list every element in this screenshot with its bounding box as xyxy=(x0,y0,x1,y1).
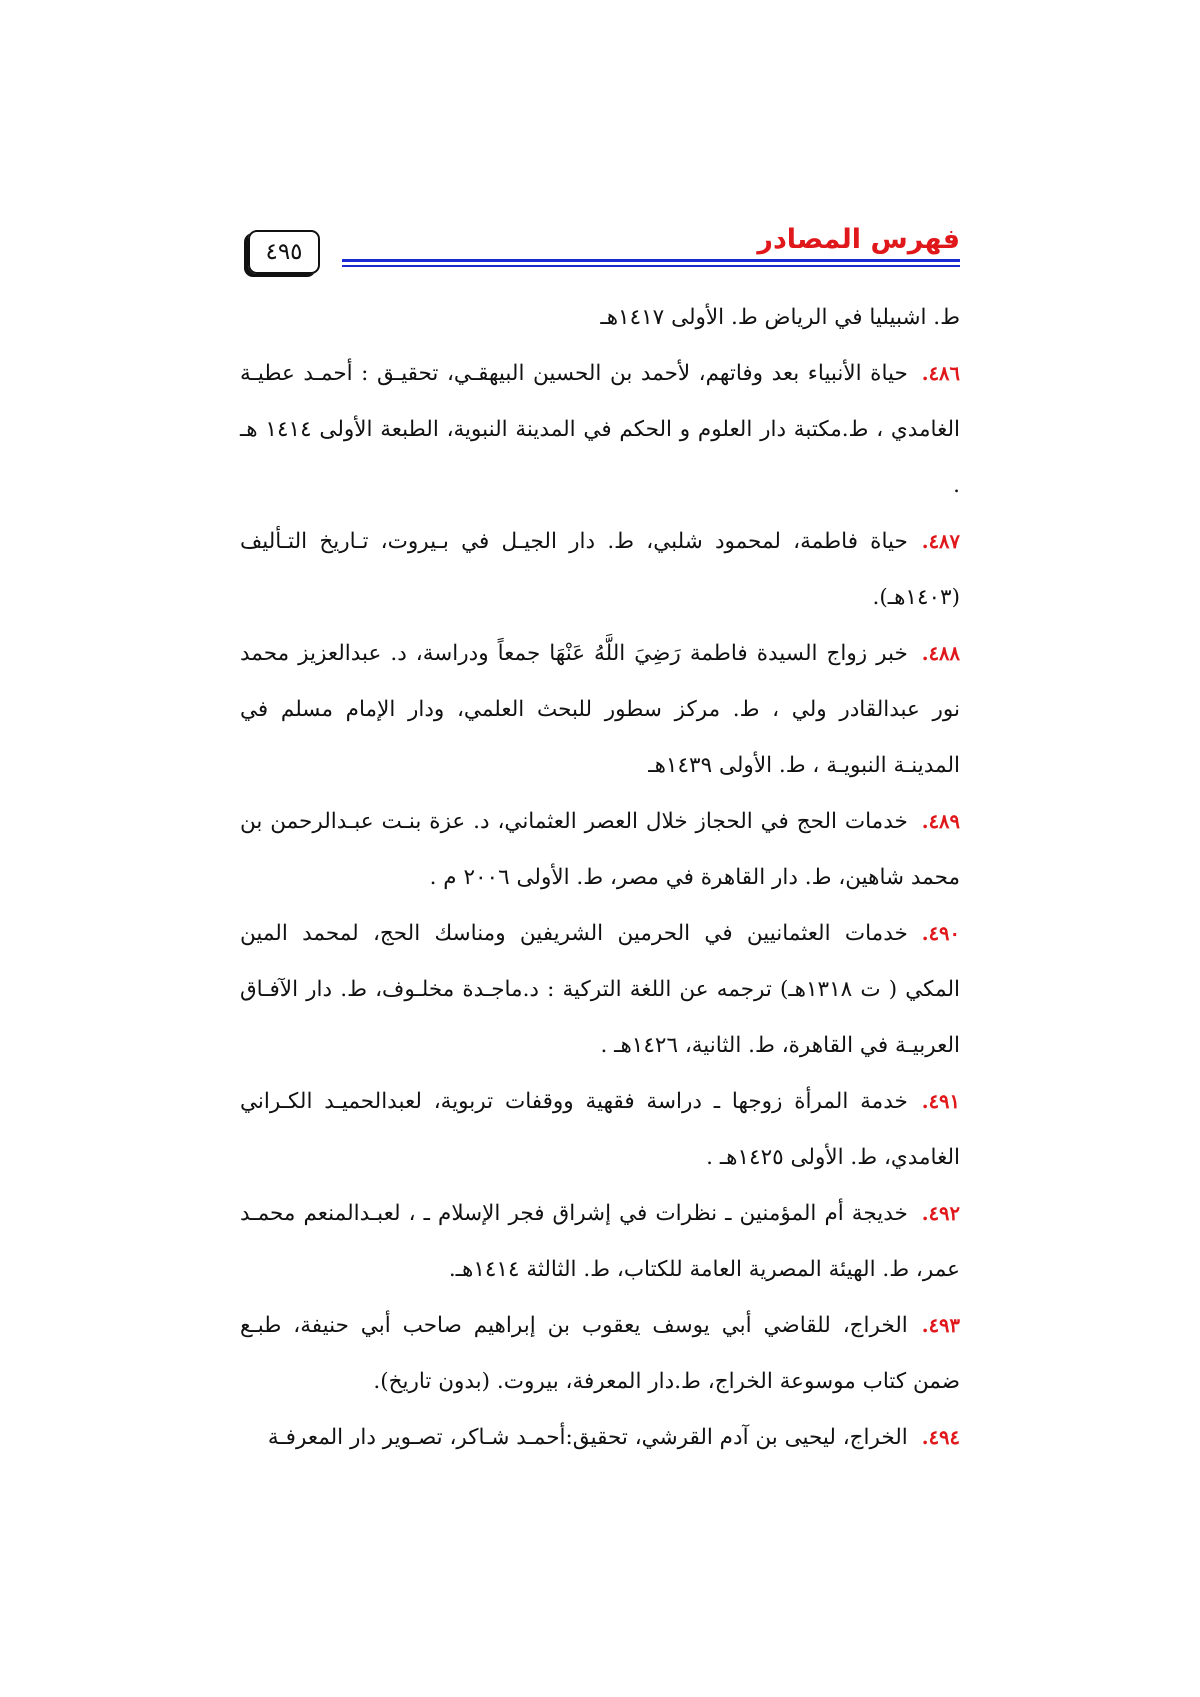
bibliography-entry xyxy=(240,1074,960,1186)
bibliography-entry xyxy=(240,1298,960,1410)
bibliography-entry xyxy=(240,514,960,626)
entry-text: خدمة المرأة زوجها ـ دراسة فقهية ووقفات تربوية، لعبدالحميـد الكـراني الغامدي، ط. الأولى ١٤٢٥هـ . xyxy=(240,1089,960,1170)
entry-number: ٤٨٨. xyxy=(921,642,960,665)
bibliography-entry xyxy=(240,1410,960,1466)
header-rule-thick xyxy=(342,259,960,262)
entry-text: خبر زواج السيدة فاطمة رَضِيَ اللَّهُ عَنْهَا جمعاً ودراسة، د. عبدالعزيز محمد نور عبدالقادر ولي ، ط. مركز سطور للبحث العلمي، ودار الإمام مسلم في المدينـة النبويـة ، ط. الأولى ١٤٣٩هـ xyxy=(240,641,960,778)
bibliography-list xyxy=(240,290,960,1466)
bibliography-entry xyxy=(240,906,960,1074)
header-rule-thin xyxy=(342,265,960,267)
section-title: فهرس المصادر xyxy=(757,224,960,255)
entry-text: الخراج، ليحيى بن آدم القرشي، تحقيق:أحمـد شـاكر، تصـوير دار المعرفـة xyxy=(267,1425,908,1450)
entry-text: حياة فاطمة، لمحمود شلبي، ط. دار الجيـل في بـيروت، تـاريخ التـأليف (١٤٠٣هـ). xyxy=(240,529,960,610)
entry-number: ٤٨٧. xyxy=(921,530,960,553)
page-number: ٤٩٥ xyxy=(248,230,320,274)
entry-text: خدمات العثمانيين في الحرمين الشريفين ومناسك الحج، لمحمد المين المكي ( ت ١٣١٨هـ) ترجمه عن اللغة التركية : د.ماجـدة مخلـوف، ط. دار الآفـاق العربيـة في القاهرة، ط. الثانية، ١٤٢٦هـ . xyxy=(240,921,960,1058)
entry-text: خدمات الحج في الحجاز خلال العصر العثماني، د. عزة بنـت عبـدالرحمن بن محمد شاهين، ط. دار القاهرة في مصر، ط. الأولى ٢٠٠٦ م . xyxy=(240,809,960,890)
entry-number: ٤٨٦. xyxy=(921,362,960,385)
entry-number: ٤٩٢. xyxy=(921,1202,960,1225)
bibliography-entry xyxy=(240,794,960,906)
entry-number: ٤٩٤. xyxy=(921,1426,960,1449)
bibliography-entry xyxy=(240,346,960,514)
bibliography-entry xyxy=(240,1186,960,1298)
entry-text: خديجة أم المؤمنين ـ نظرات في إشراق فجر الإسلام ـ ، لعبـدالمنعم محمـد عمر، ط. الهيئة المصرية العامة للكتاب، ط. الثالثة ١٤١٤هـ. xyxy=(240,1201,960,1282)
entry-number: ٤٩٣. xyxy=(921,1314,960,1337)
bibliography-entry xyxy=(240,626,960,794)
bibliography-continuation xyxy=(240,290,960,346)
entry-text: ط. اشبيليا في الرياض ط. الأولى ١٤١٧هـ xyxy=(600,305,960,330)
entry-text: الخراج، للقاضي أبي يوسف يعقوب بن إبراهيم صاحب أبي حنيفة، طبـع ضمن كتاب موسوعة الخراج، ط.دار المعرفة، بيروت. (بدون تاريخ). xyxy=(240,1313,960,1394)
entry-number: ٤٩٠. xyxy=(921,922,960,945)
entry-number: ٤٩١. xyxy=(921,1090,960,1113)
entry-text: حياة الأنبياء بعد وفاتهم، لأحمد بن الحسين البيهقـي، تحقيـق : أحمـد عطيـة الغامدي ، ط.مكتبة دار العلوم و الحكم في المدينة النبوية، الطبعة الأولى ١٤١٤ هـ . xyxy=(240,361,960,498)
entry-number: ٤٨٩. xyxy=(921,810,960,833)
